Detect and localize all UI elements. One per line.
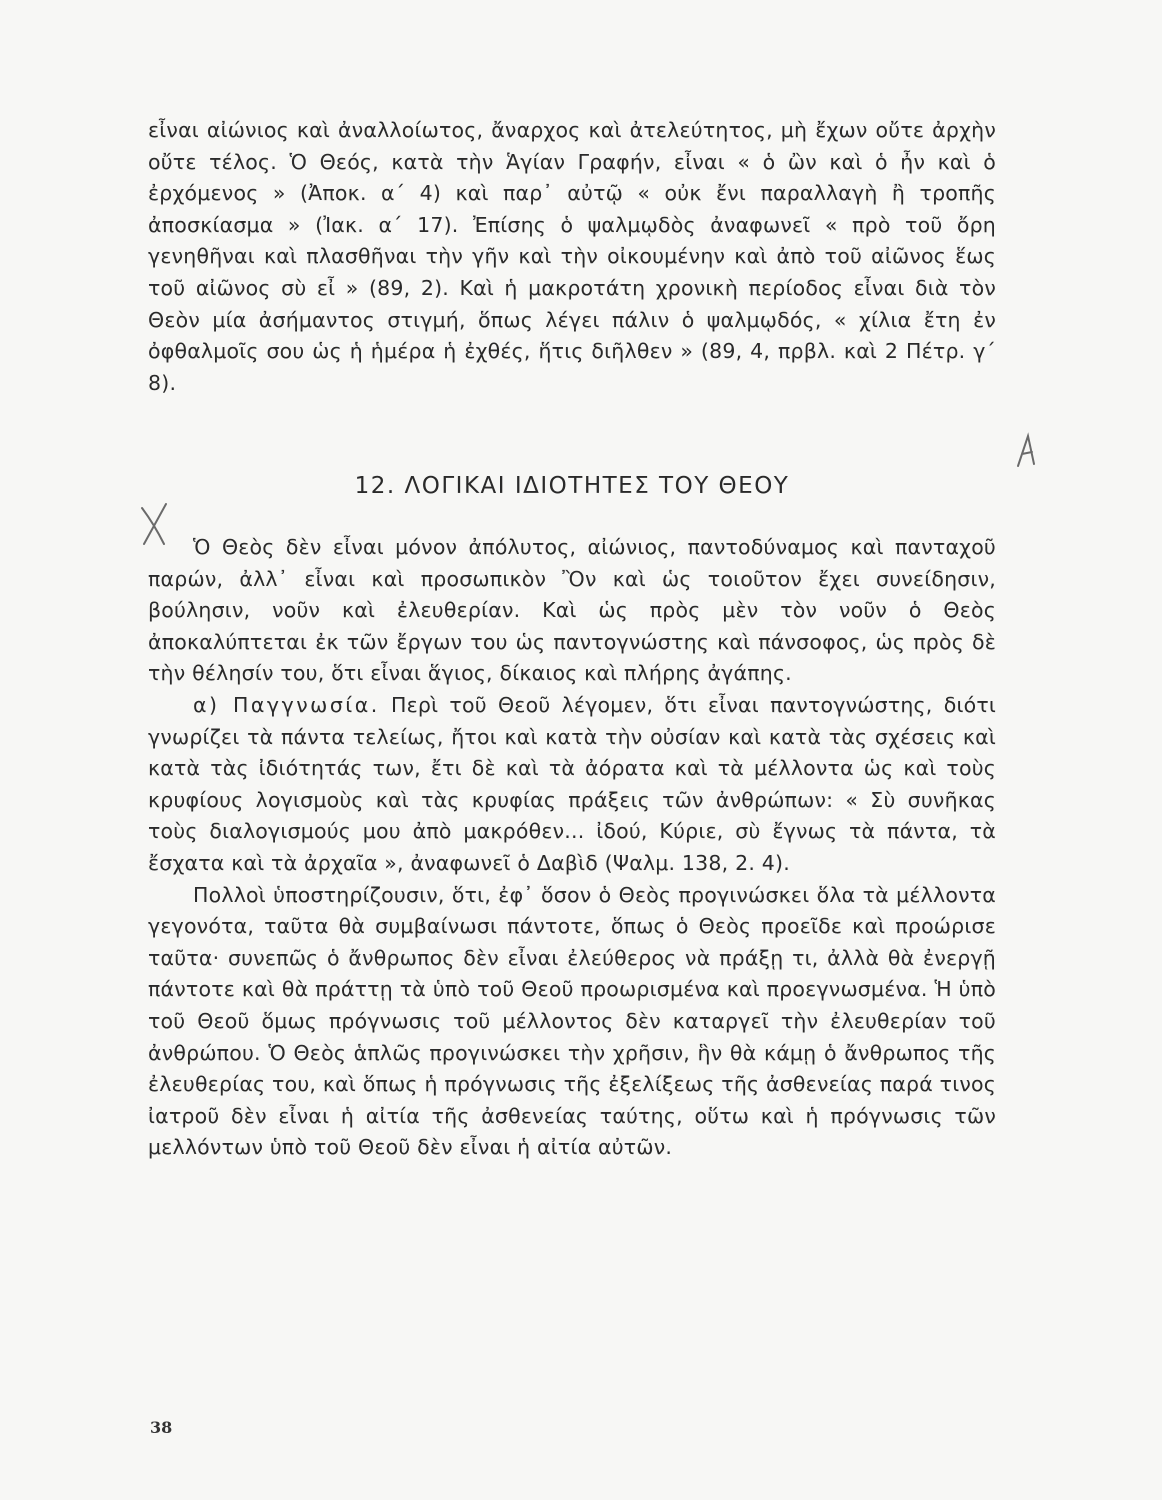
paragraph-top-text: εἶναι αἰώνιος καὶ ἀναλλοίωτος, ἄναρχος καὶ ἀτελεύτητος, μὴ ἔχων οὔτε ἀρχὴν οὔτε τέλος. Ὁ Θεός, κατὰ τὴν Ἁγίαν Γραφήν, εἶναι « ὁ ὢν καὶ ὁ ἦν καὶ ὁ ἐρχόμενος » (Ἀποκ. α΄ 4) καὶ παρ᾽ αὐτῷ « οὐκ ἔνι παραλλαγὴ ἢ τροπῆς ἀποσκίασμα » (Ἰακ. α΄ 17). Ἐπίσης ὁ ψαλμῳδὸς ἀναφωνεῖ « πρὸ τοῦ ὄρη γενηθῆναι καὶ πλασθῆναι τὴν γῆν καὶ τὴν οἰκουμένην καὶ ἀπὸ τοῦ αἰῶνος ἕως τοῦ αἰῶνος σὺ εἶ » (89, 2). Καὶ ἡ μακροτάτη χρονικὴ περίοδος εἶναι διὰ τὸν Θεὸν μία ἀσήμαντος στιγμή, ὅπως λέγει πάλιν ὁ ψαλμῳδός, « χίλια ἔτη ἐν ὀφθαλμοῖς σου ὡς ἡ ἡμέρα ἡ ἐχθές, ἥτις διῆλθεν » (89, 4, πρβλ. καὶ 2 Πέτρ. γ΄ 8). xyxy=(148,118,996,395)
paragraph-foreknowledge: Πολλοὶ ὑποστηρίζουσιν, ὅτι, ἐφ᾽ ὅσον ὁ Θεὸς προγινώσκει ὅλα τὰ μέλλοντα γεγονότα, ταῦτα θὰ συμβαίνωσι πάντοτε, ὅπως ὁ Θεὸς προεῖδε καὶ προώρισε ταῦτα· συνεπῶς ὁ ἄνθρωπος δὲν εἶναι ἐλεύθερος νὰ πράξῃ τι, ἀλλὰ θὰ ἐνεργῇ πάντοτε καὶ θὰ πράττῃ τὰ ὑπὸ τοῦ Θεοῦ προωρισμένα καὶ προεγνωσμένα. Ἡ ὑπὸ τοῦ Θεοῦ ὅμως πρόγνωσις τοῦ μέλλοντος δὲν καταργεῖ τὴν ἐλευθερίαν τοῦ ἀνθρώπου. Ὁ Θεὸς ἁπλῶς προγινώσκει τὴν χρῆσιν, ἣν θὰ κάμῃ ὁ ἄνθρωπος τῆς ἐλευθερίας του, καὶ ὅπως ἡ πρόγνωσις τῆς ἐξελίξεως τῆς ἀσθενείας παρά τινος ἰατροῦ δὲν εἶναι ἡ αἰτία τῆς ἀσθενείας ταύτης, οὕτω καὶ ἡ πρόγνωσις τῶν μελλόντων ὑπὸ τοῦ Θεοῦ δὲν εἶναι ἡ αἰτία αὐτῶν. xyxy=(148,882,996,1160)
section-heading: 12. ΛΟΓΙΚΑΙ ΙΔΙΟΤΗΤΕΣ ΤΟΥ ΘΕΟΥ xyxy=(354,473,790,499)
subsection-label: α) Παγγνωσία. xyxy=(193,692,380,717)
page-number: 38 xyxy=(150,1418,173,1437)
paragraph-continuation xyxy=(148,115,996,399)
section-body xyxy=(148,532,996,1164)
paragraph-intro: Ὁ Θεὸς δὲν εἶναι μόνον ἀπόλυτος, αἰώνιος, παντοδύναμος καὶ πανταχοῦ παρών, ἀλλ᾽ εἶναι καὶ προσωπικὸν Ὂν καὶ ὡς τοιοῦτον ἔχει συνείδησιν, βούλησιν, νοῦν καὶ ἐλευθερίαν. Καὶ ὡς πρὸς μὲν τὸν νοῦν ὁ Θεὸς ἀποκαλύπτεται ἐκ τῶν ἔργων του ὡς παντογνώστης καὶ πάνσοφος, ὡς πρὸς δὲ τὴν θέλησίν του, ὅτι εἶναι ἅγιος, δίκαιος καὶ πλήρης ἀγάπης. xyxy=(148,535,996,686)
pencil-mark-margin xyxy=(1010,430,1040,470)
paragraph-omniscience-text: Περὶ τοῦ Θεοῦ λέγομεν, ὅτι εἶναι παντογνώστης, διότι γνωρίζει τὰ πάντα τελείως, ἤτοι καὶ κατὰ τὴν οὐσίαν καὶ κατὰ τὰς σχέσεις καὶ κατὰ τὰς ἰδιότητάς των, ἔτι δὲ καὶ τὰ ἀόρατα καὶ τὰ μέλλοντα ὡς καὶ τοὺς κρυφίους λογισμοὺς καὶ τὰς κρυφίας πράξεις τῶν ἀνθρώπων: « Σὺ συνῆκας τοὺς διαλογισμούς μου ἀπὸ μακρόθεν... ἰδού, Κύριε, σὺ ἔγνως τὰ πάντα, τὰ ἔσχατα καὶ τὰ ἀρχαῖα », ἀναφωνεῖ ὁ Δαβὶδ (Ψαλμ. 138, 2. 4). xyxy=(148,692,996,875)
paragraph-omniscience xyxy=(148,690,996,880)
